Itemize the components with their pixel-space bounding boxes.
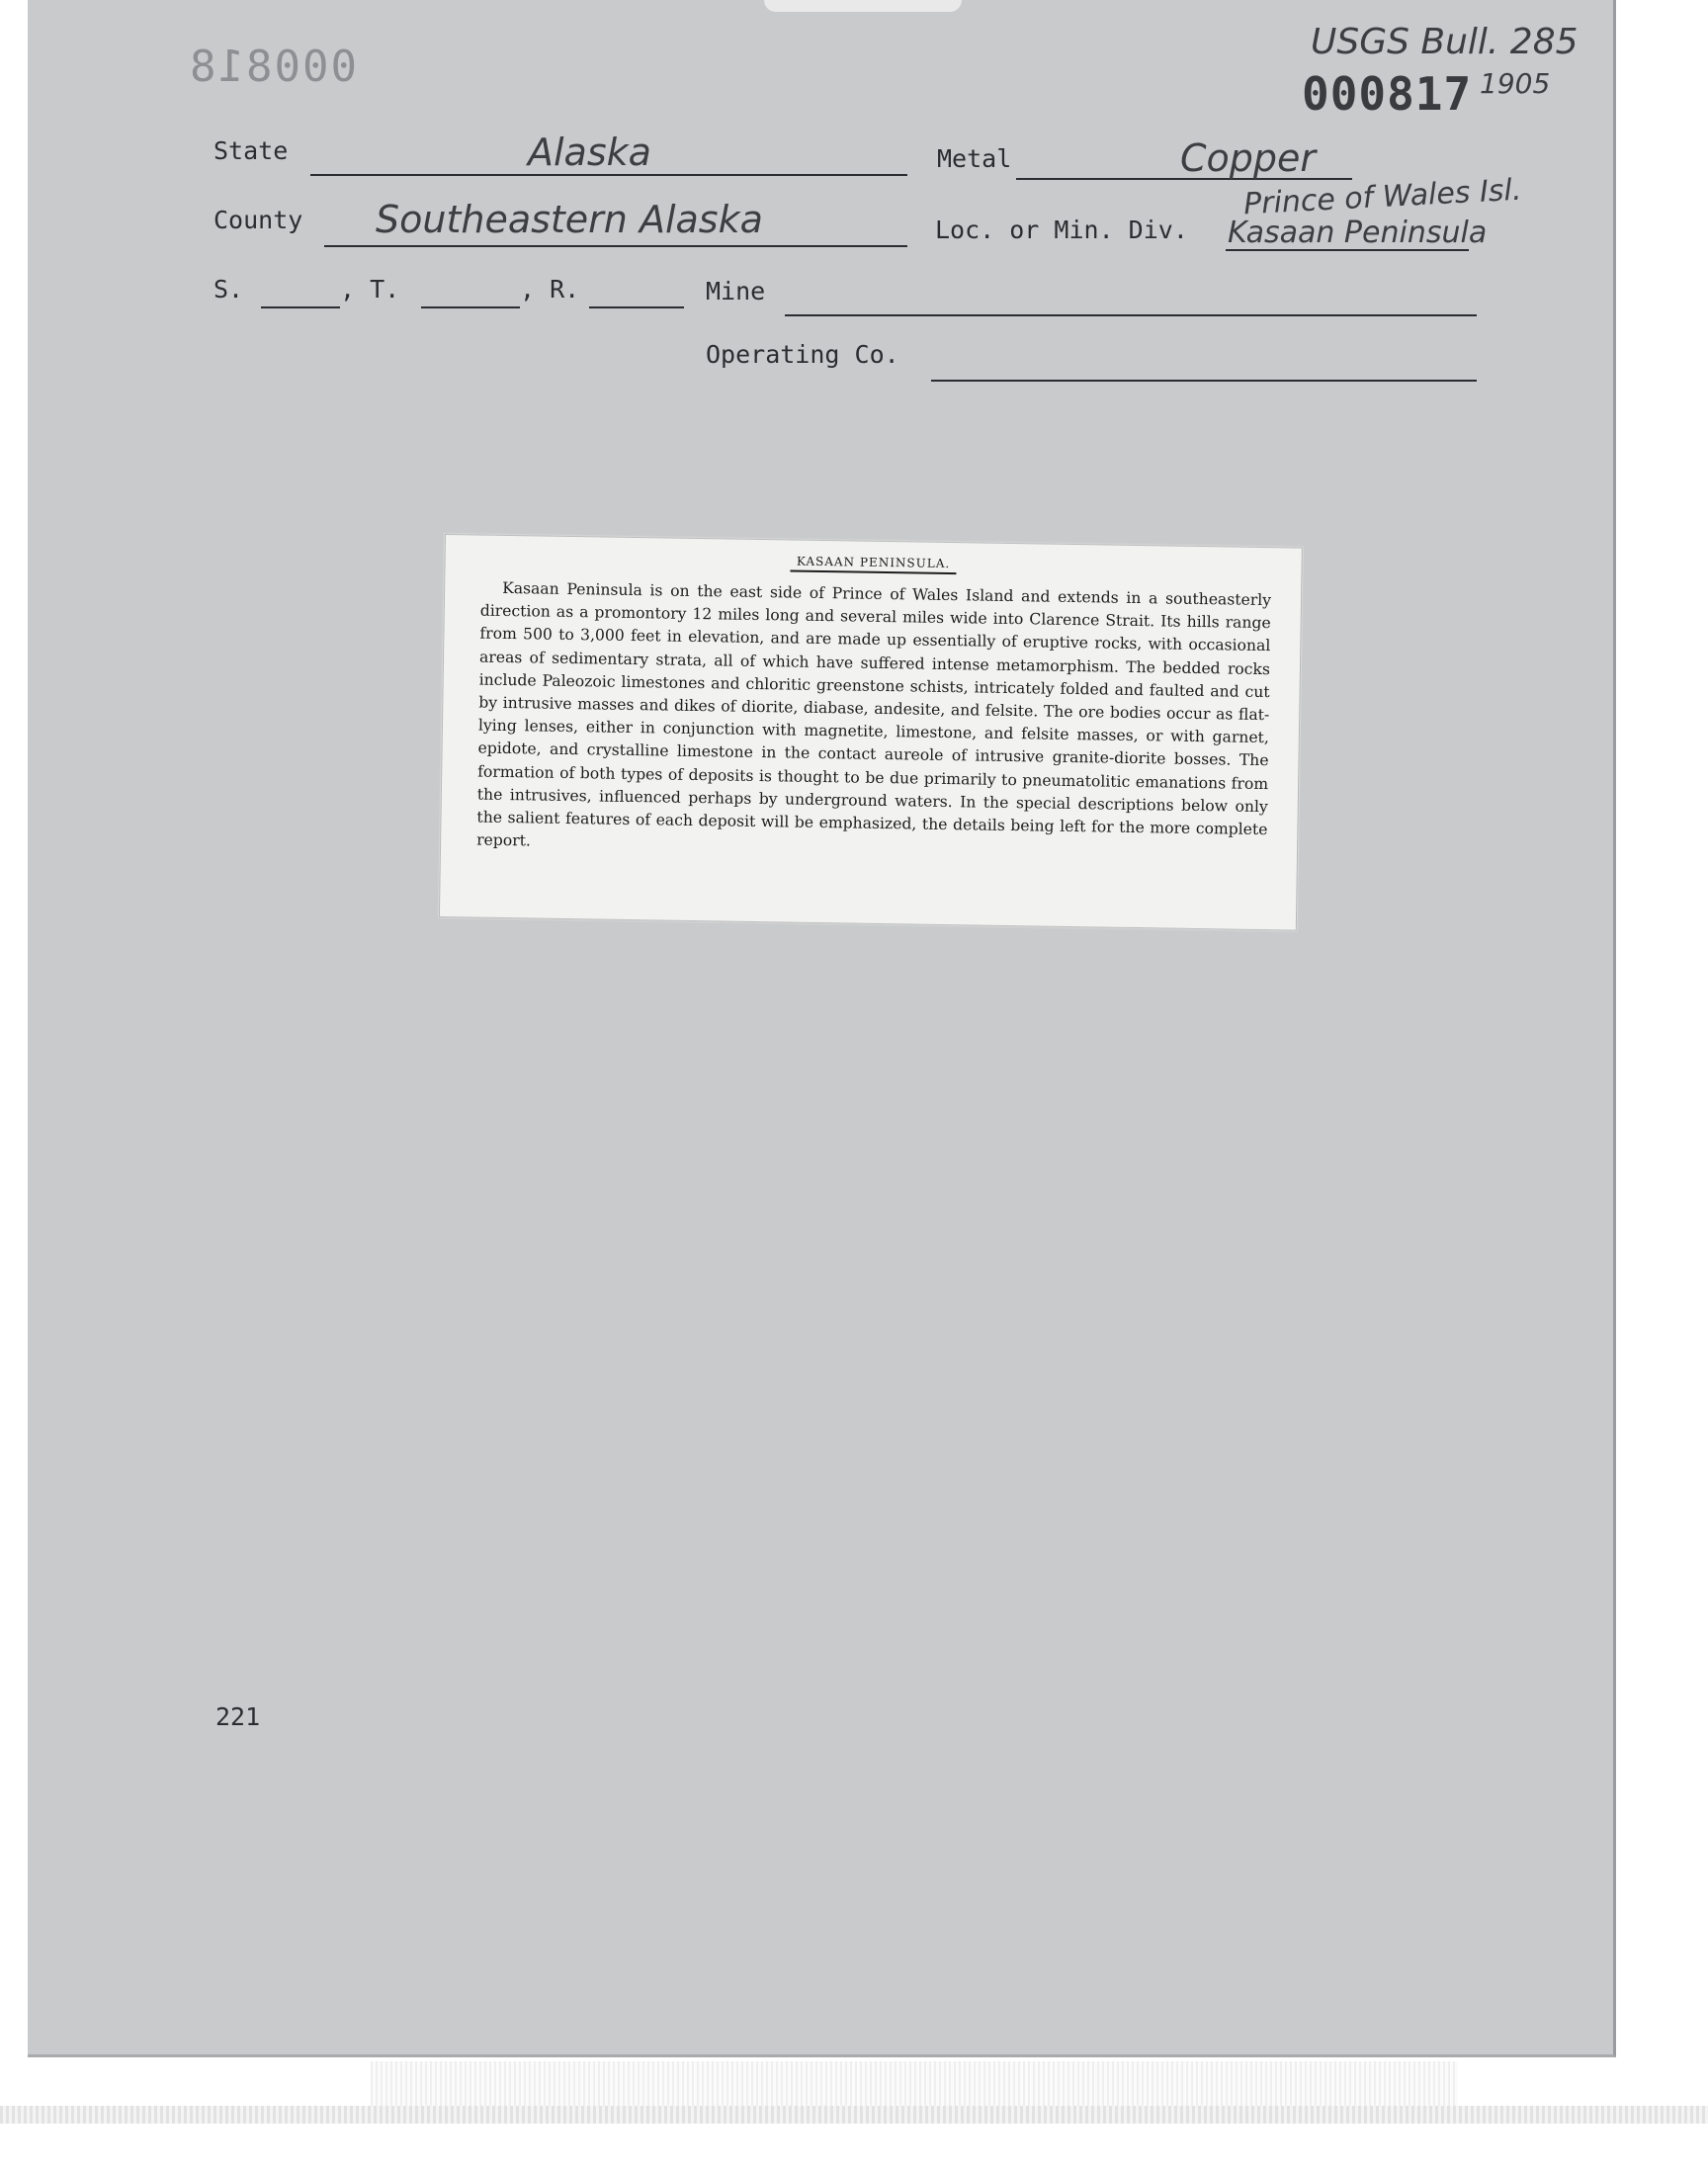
handwritten-year: 1905: [1480, 67, 1551, 100]
state-line: [310, 174, 907, 176]
stamp-number: 000817: [1302, 67, 1473, 121]
county-label: County: [214, 206, 303, 234]
document-page: [28, 0, 1616, 2057]
township-label: , T.: [340, 275, 400, 304]
county-line: [324, 245, 907, 247]
mine-line: [785, 314, 1477, 316]
loc-value-line1: Prince of Wales Isl.: [1242, 172, 1523, 222]
loc-label: Loc. or Min. Div.: [935, 216, 1188, 244]
loc-value-line2: Kasaan Peninsula: [1228, 216, 1488, 250]
scan-artifact-strip: [0, 2106, 1708, 2124]
metal-value: Copper: [1180, 136, 1317, 180]
binder-tab: [764, 0, 962, 12]
scan-artifact: [371, 2061, 1458, 2106]
mine-label: Mine: [706, 277, 766, 305]
page-number: 221: [215, 1702, 261, 1731]
section-line: [261, 306, 340, 308]
handwritten-reference: USGS Bull. 285: [1311, 22, 1579, 62]
range-line: [589, 306, 684, 308]
mirrored-stamp-number: 000818: [188, 42, 357, 92]
section-label: S.: [214, 275, 244, 304]
clipping-body: Kasaan Peninsula is on the east side of Prince of Wales Island and extends in a southeasterly direction as a promontory 12 miles long and several miles wide into Clarence Strait. Its hills range from 500 to 3,000 feet in elevation, and are made up essentially of eruptive rocks, with occasional areas of sedimentary strata, all of which have suffered intense metamorphism. The bedded rocks include Paleozoic limestones and chloritic greenstone schists, intricately folded and faulted and cut by intrusive masses and dikes of diorite, diabase, andesite, and felsite. The ore bodies occur as flat-lying lenses, either in conjunction with magnetite, limestone, and felsite masses, or with garnet, epidote, and crystalline limestone in the contact aureole of intrusive granite-diorite bosses. The formation of both types of deposits is thought to be due primarily to pneumatolitic emanations from the intrusives, influenced perhaps by underground waters. In the special descriptions below only the salient features of each deposit will be emphasized, the details being left for the more complete report.: [475, 578, 1272, 850]
metal-label: Metal: [937, 144, 1012, 173]
operating-line: [931, 380, 1477, 382]
operating-label: Operating Co.: [706, 340, 899, 369]
state-value: Alaska: [528, 130, 651, 174]
clipping-title: KASAAN PENINSULA.: [791, 555, 957, 575]
township-line: [421, 306, 520, 308]
pasted-clipping: [439, 534, 1303, 931]
range-label: , R.: [520, 275, 580, 304]
state-label: State: [214, 136, 289, 165]
county-value: Southeastern Alaska: [376, 198, 763, 241]
